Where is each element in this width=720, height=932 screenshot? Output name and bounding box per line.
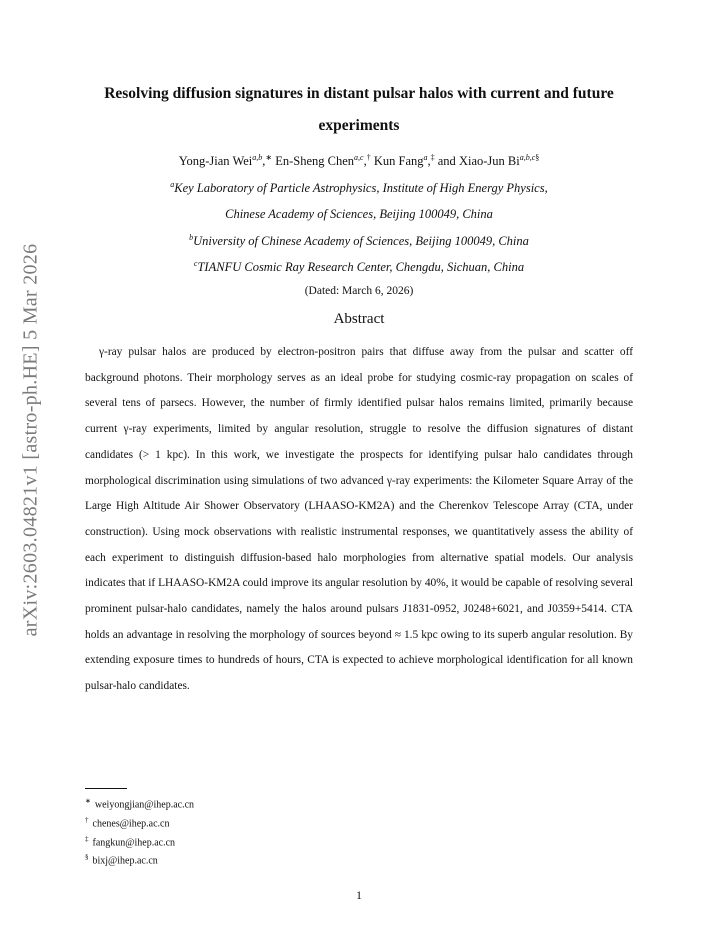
author-footnote-mark: § (535, 153, 540, 162)
footnote-item: † chenes@ihep.ac.cn (85, 815, 170, 830)
author-footnote-mark: † (366, 153, 371, 162)
page-number: 1 (356, 888, 362, 902)
author-footnote-mark: ‡ (430, 153, 435, 162)
author-conjunction: and (437, 154, 456, 169)
author-email[interactable]: fangkun@ihep.ac.cn (92, 836, 176, 848)
footnote-item: ∗ weiyongjian@ihep.ac.cn (85, 797, 195, 811)
arxiv-identifier-stamp: arXiv:2603.04821v1 [astro-ph.HE] 5 Mar 2026 (19, 243, 42, 637)
author-name: Kun Fang (373, 154, 424, 169)
author-list: Yong-Jian Wei$^{a,b}$,∗ En-Sheng Chen$^{a,c}$,† Kun Fang$^a$,‡ and Xiao-Jun $Bi^{a,b,c\S}$ (178, 153, 540, 169)
abstract-text: γ-ray pulsar halos are produced by electron-positron pairs that diffuse away from the pulsar and scatter off background photons. Their morphology serves as an ideal probe for studying cosmic-ray propagation on scales of several tens of parsecs. However, the number of firmly identified pulsar halos remains limited, primarily because current γ-ray experiments, limited by angular resolution, struggle to resolve the diffusion signatures of distant candidates (> 1 kpc). In this work, we investigate the prospects for identifying pulsar halo candidates through morphological discrimination using simulations of two advanced γ-ray experiments: the Kilometer Square Array of the Large High Altitude Air Shower Observatory (LHAASO-KM2A) and the Cherenkov Telescope Array (CTA, under construction). Using mock observations with realistic instrumental responses, we quantitatively assess the ability of each experiment to distinguish diffusion-based halo morphologies from alternative spatial models. Our analysis indicates that if LHAASO-KM2A could improve its angular resolution by 40%, it would be capable of resolving several prominent pulsar-halo candidates, namely the halos around pulsars J1831-0952, J0248+6021, and J0359+5414. CTA holds an advantage in resolving the morphology of sources beyond ≈ 1.5 kpc owing to its superb angular resolution. By extending exposure times to hundreds of hours, CTA is expected to achieve morphological identification for all known pulsar-halo candidates. (85, 346, 633, 693)
affiliation-b: $^b$University of Chinese Academy of Sciences, Beijing 100049, China (189, 233, 529, 249)
footnote-rule (85, 788, 127, 789)
author-name: Xiao-Jun Bi (458, 154, 520, 169)
author-affiliation-mark: a,b,c (519, 153, 536, 162)
footnotes (85, 794, 194, 869)
author-name: Yong-Jian Wei (178, 154, 253, 169)
author-footnote-mark: ∗ (265, 153, 273, 162)
footnote-item: ‡ fangkun@ihep.ac.cn (85, 834, 176, 848)
author-email[interactable]: weiyongjian@ihep.ac.cn (94, 799, 195, 811)
paper-title: Resolving diffusion signatures in distant pulsar halos with current and future experiments (104, 85, 614, 134)
abstract-heading: Abstract (333, 311, 385, 327)
affiliation-a-line2: Chinese Academy of Sciences, Beijing 100049, China (225, 207, 493, 221)
author-affiliation-mark: a (423, 153, 428, 162)
affiliation-a-line1: $^a$Key Laboratory of Particle Astrophysics, Institute of High Energy Physics, (170, 180, 548, 196)
author-affiliation-mark: a,b (252, 153, 263, 162)
author-email[interactable]: bixj@ihep.ac.cn (92, 855, 158, 867)
author-name: En-Sheng Chen (275, 154, 355, 169)
author-email[interactable]: chenes@ihep.ac.cn (92, 818, 170, 830)
footnote-item: § bixj@ihep.ac.cn (85, 853, 158, 867)
dated-line: (Dated: March 6, 2026) (304, 285, 414, 297)
author-affiliation-mark: a,c (354, 153, 364, 162)
affiliation-c: $^c$TIANFU Cosmic Ray Research Center, Chengdu, Sichuan, China (193, 259, 525, 275)
